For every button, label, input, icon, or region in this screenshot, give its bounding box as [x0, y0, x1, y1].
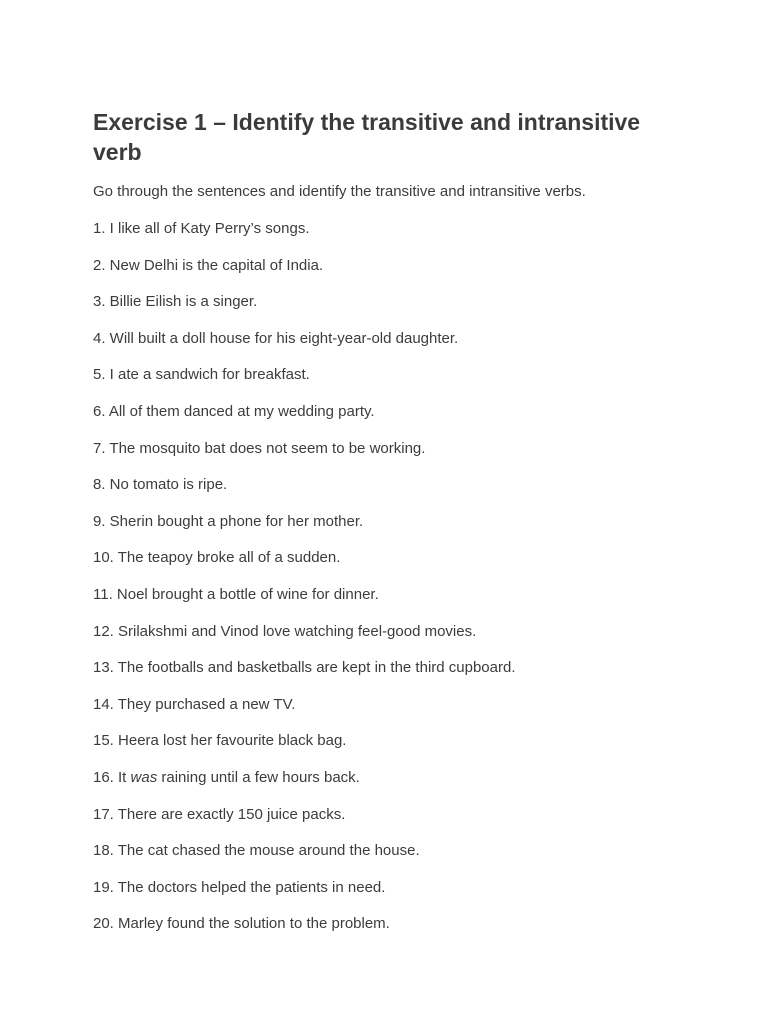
sentence-item: 19. The doctors helped the patients in need.	[93, 878, 386, 896]
exercise-instructions: Go through the sentences and identify the transitive and intransitive verbs.	[93, 183, 586, 200]
sentence-item: 15. Heera lost her favourite black bag.	[93, 732, 347, 750]
sentence-item: 11. Noel brought a bottle of wine for dinner.	[93, 585, 379, 603]
sentence-item: 6. All of them danced at my wedding party.	[93, 402, 375, 420]
sentence-item: 3. Billie Eilish is a singer.	[93, 293, 258, 311]
sentence-item: 17. There are exactly 150 juice packs.	[93, 805, 346, 823]
sentence-item: 14. They purchased a new TV.	[93, 695, 296, 713]
sentence-item: 1. I like all of Katy Perry’s songs.	[93, 220, 310, 237]
document-page	[93, 107, 693, 952]
sentence-16-suffix: raining until a few hours back.	[157, 768, 360, 786]
sentence-list	[93, 220, 693, 933]
sentence-16-italic-word: was	[130, 768, 158, 786]
sentence-item: 7. The mosquito bat does not seem to be working.	[93, 439, 426, 457]
sentence-16-prefix: 16. It	[93, 768, 131, 786]
sentence-item: 12. Srilakshmi and Vinod love watching feel-good movies.	[93, 622, 477, 640]
sentence-item: 13. The footballs and basketballs are kept in the third cupboard.	[93, 659, 516, 677]
sentence-item-16	[93, 769, 693, 787]
sentence-item: 20. Marley found the solution to the problem.	[93, 915, 390, 933]
sentence-item: 4. Will built a doll house for his eight-year-old daughter.	[93, 329, 459, 347]
sentence-item: 2. New Delhi is the capital of India.	[93, 256, 324, 274]
sentence-item: 18. The cat chased the mouse around the house.	[93, 842, 420, 860]
sentence-item: 9. Sherin bought a phone for her mother.	[93, 512, 364, 530]
sentence-item: 8. No tomato is ripe.	[93, 476, 228, 494]
sentence-item: 10. The teapoy broke all of a sudden.	[93, 549, 341, 567]
sentence-item: 5. I ate a sandwich for breakfast.	[93, 366, 310, 384]
exercise-title: Exercise 1 – Identify the transitive and intransitive verb	[93, 109, 641, 165]
